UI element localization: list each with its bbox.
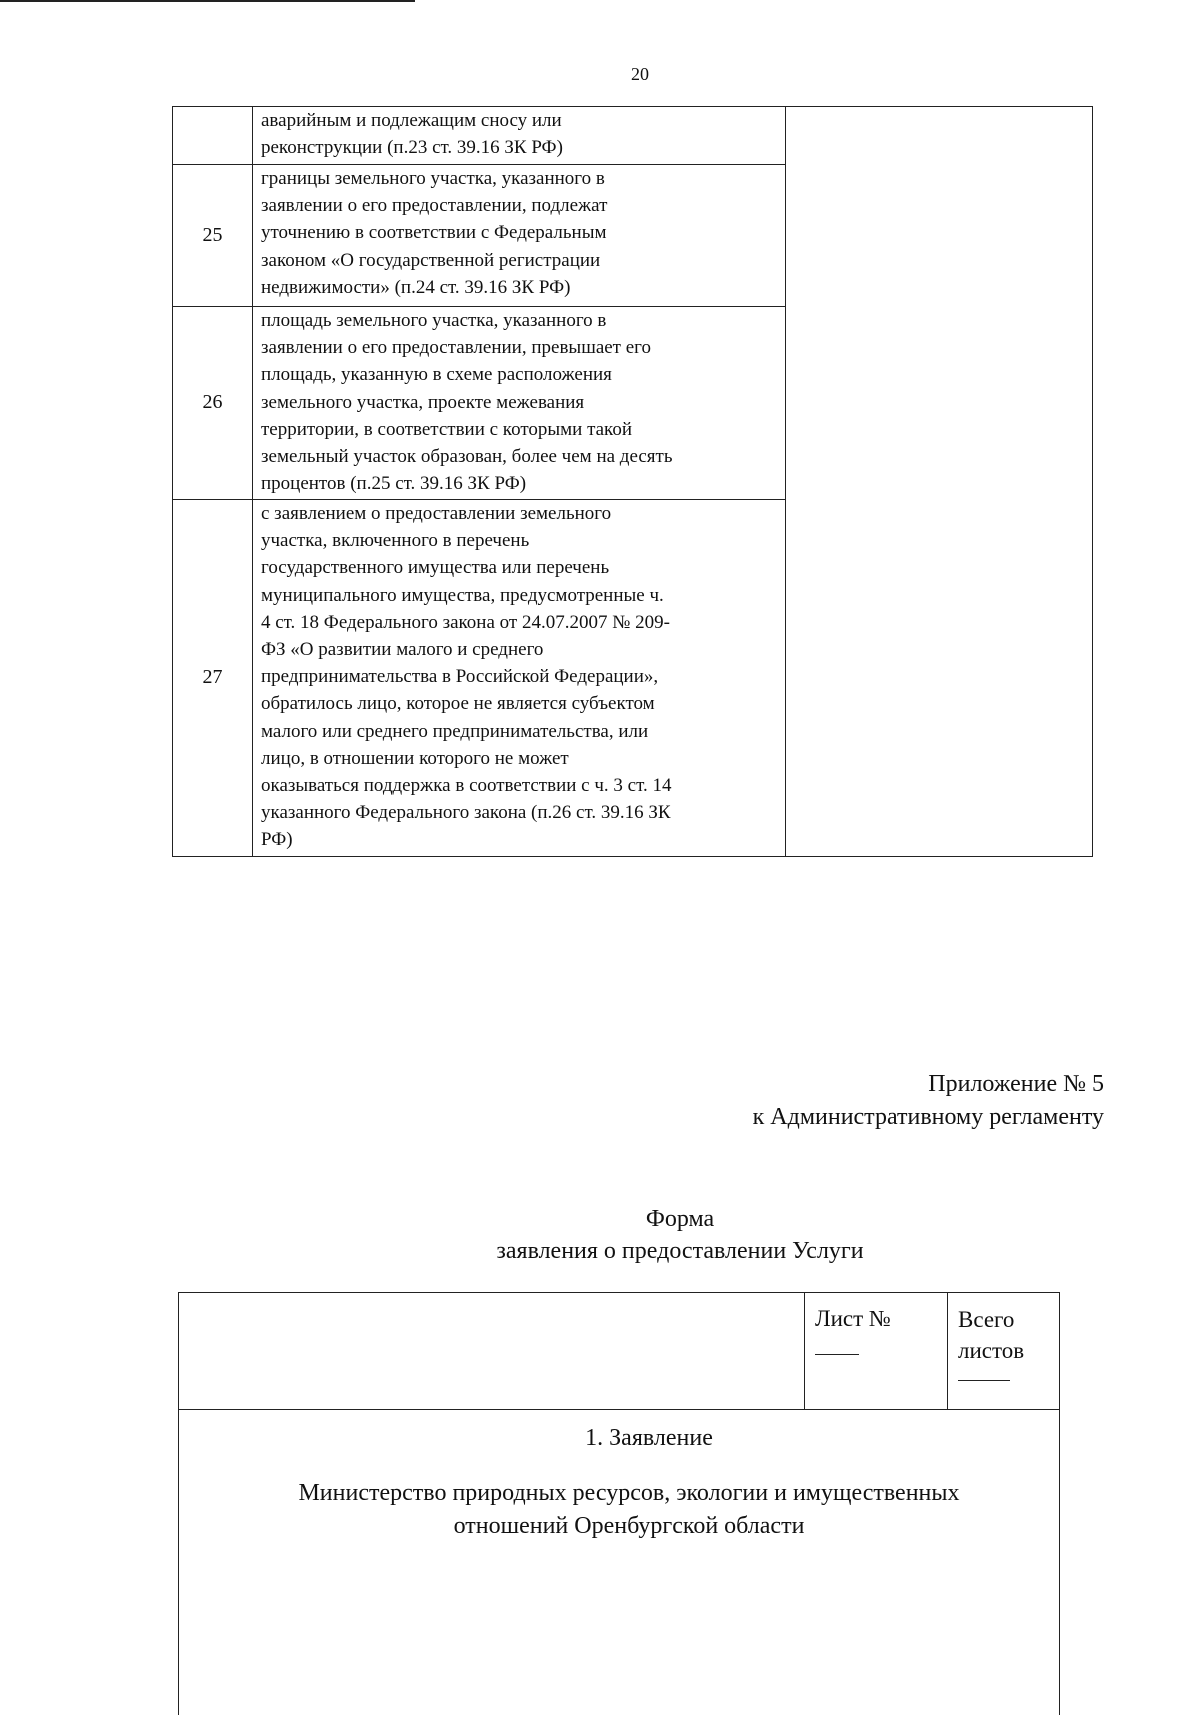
form-title-line1: Форма [645,1206,715,1232]
appendix-reference: к Административному регламенту [752,1104,1104,1130]
sheet-number-blank [815,1332,859,1355]
appendix-header [753,1068,1104,1134]
empty-column-cell [786,107,1093,857]
total-sheets-cell [947,1293,1059,1409]
table-row [173,107,1093,165]
ministry-name-line2: отношений Оренбургской области [453,1513,805,1539]
row-text: аварийным и подлежащим сносу или реконструкции (п.23 ст. 39.16 ЗК РФ) [253,107,786,165]
row-text: границы земельного участка, указанного в заявлении о его предоставлении, подлежат уточнению в соответствии с Федеральным законом «О государственной регистрации недвижимости» (п.24 ст. 39.16 ЗК РФ) [253,165,786,307]
row-number: 27 [173,500,253,857]
row-number: 25 [173,165,253,307]
page-number: 20 [631,64,649,84]
section-title: 1. Заявление [585,1425,713,1451]
row-number: 26 [173,307,253,500]
sheet-number-cell [804,1293,947,1409]
refusal-grounds-table [172,106,1093,857]
total-sheets-label-line2: листов [958,1338,1025,1363]
appendix-number: Приложение № 5 [928,1071,1104,1097]
scan-edge-mark [0,0,415,2]
total-sheets-blank [958,1366,1010,1381]
form-title [430,1203,930,1267]
application-form-table [178,1292,1060,1715]
form-body [179,1410,1059,1543]
ministry-name-line1: Министерство природных ресурсов, экологии и имущественных [298,1480,960,1506]
row-text: с заявлением о предоставлении земельного участка, включенного в перечень государственного имущества или перечень муниципального имущества, предусмотренные ч. 4 ст. 18 Федерального закона от 24.07.2007 № 209- ФЗ «О развитии малого и среднего предпринимательства в Российской Федерации», обратилось лицо, которое не является субъектом малого или среднего предпринимательства, или лицо, в отношении которого не может оказываться поддержка в соответствии с ч. 3 ст. 14 указанного Федерального закона (п.26 ст. 39.16 ЗК РФ) [253,500,786,857]
sheet-number-label: Лист № [815,1306,891,1331]
ministry-name [189,1477,1069,1543]
form-header-row [179,1293,1059,1410]
total-sheets-label-line1: Всего [958,1307,1015,1332]
row-text: площадь земельного участка, указанного в заявлении о его предоставлении, превышает его площадь, указанную в схеме расположения земельного участка, проекте межевания территории, в соответствии с которыми такой земельный участок образован, более чем на десять процентов (п.25 ст. 39.16 ЗК РФ) [253,307,786,500]
row-number [173,107,253,165]
form-title-line2: заявления о предоставлении Услуги [496,1238,864,1264]
